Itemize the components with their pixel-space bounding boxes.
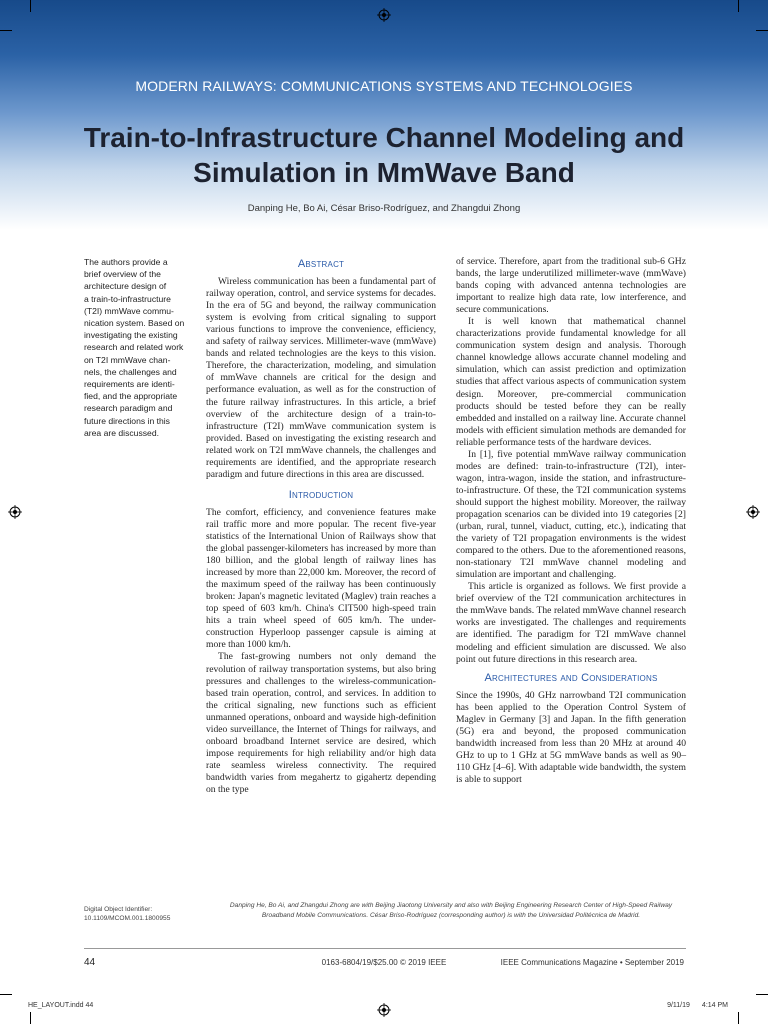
crop-mark <box>0 30 12 31</box>
paragraph-communication-modes: In [1], five potential mmWave railway communication modes are defined: train-to-infrastructure (T2I), inter-wagon, intra-wagon, inside the station, and infrastructure-to-infrastructure. Of these, the T2I communication systems should support the highest mobility. Moreover, the railway propagation scenarios can be divided into 19 categories [2] (urban, rural, tunnel, viaduct, cutting, etc.), indicating that the variety of T2I propagation environments is the widest compared to the others. Due to the aforementioned reasons, non-stationary T2I mmWave channel modeling and simulation are important and challenging. <box>456 448 686 581</box>
registration-mark-icon <box>746 505 760 519</box>
crop-mark <box>756 994 768 995</box>
introduction-section <box>206 489 436 796</box>
abstract-section <box>206 258 436 481</box>
page-number: 44 <box>84 957 96 968</box>
introduction-heading: Introduction <box>288 488 354 501</box>
body-column-middle <box>206 256 436 796</box>
crop-mark <box>0 994 12 995</box>
print-time: 4:14 PM <box>701 1002 728 1009</box>
section-heading: MODERN RAILWAYS: COMMUNICATIONS SYSTEMS AND TECHNOLOGIES <box>135 78 633 94</box>
intro-paragraph-1: The comfort, efficiency, and convenience features make rail traffic more and more popular. The recent five-year statistics of the International Union of Railways show that the global passenger-kilometers has increased by more than 180 billion, and the global length of railway lines has increased by more than 22,000 km. Moreover, the record of the maximum speed of the railway has been continuously broken: Japan's magnetic levitated (Maglev) train reaches a top speed of 603 km/h. China's CIT500 high-speed train hits a train wheel speed of 605 km/h. The under-construction Hyperloop passenger capsule is aiming at more than 1000 km/h. <box>206 506 436 651</box>
journal-issue-line: IEEE Communications Magazine • September 2019 <box>500 958 684 967</box>
crop-mark <box>738 1012 739 1024</box>
crop-mark <box>756 30 768 31</box>
body-column-right <box>456 256 686 786</box>
paragraph-architectures: Since the 1990s, 40 GHz narrowband T2I communication has been applied to the Operation Control System of Maglev in Germany [3] and Japan. In the fifth generation (5G) era and beyond, the proposed communication bandwidth increased from less than 20 MHz at around 40 GHz to up to 1 GHz at 5G mmWave bands as well as 90–110 GHz [4–6]. With adaptable wide bandwidth, the system is able to support <box>456 689 686 785</box>
copyright-line: 0163-6804/19/$25.00 © 2019 IEEE <box>321 958 447 967</box>
registration-mark-icon <box>377 8 391 22</box>
footer-divider <box>84 948 686 949</box>
summary-sidebar <box>84 256 188 439</box>
crop-mark <box>30 0 31 12</box>
doi-note: Digital Object Identifier: 10.1109/MCOM.001.1800955 <box>84 906 171 922</box>
author-list: Danping He, Bo Ai, César Briso-Rodríguez, and Zhangdui Zhong <box>247 203 521 214</box>
title-line-1: Train-to-Infrastructure Channel Modeling and <box>83 122 685 153</box>
registration-mark-icon <box>377 1003 391 1017</box>
title-line-2: Simulation in MmWave Band <box>193 157 575 188</box>
abstract-heading: Abstract <box>297 258 345 270</box>
summary-text: The authors provide a brief overview of the architecture design of a train-to-infrastructure (T2I) mmWave commu- nication system. Based on investigating the existing research and related work on T2I mmWave chan- nels, the challenges and requirements are identi- fied, and the appropriate research paradigm and future directions in this area are discussed. <box>84 257 185 438</box>
architectures-heading: Architectures and Considerations <box>484 671 658 684</box>
print-date: 9/11/19 <box>667 1002 690 1009</box>
paragraph-channel-knowledge: It is well known that mathematical channel characterizations provide fundamental knowledge for all communication system design and analysis. Thorough channel knowledge allows accurate channel modeling and simulation, which can assist prediction and optimization studies that affect various aspects of communication system design. Moreover, pre-commercial communication products should be tested before they can be really embedded and installed on a railway line. Accurate channel models with efficient simulation methods are demanded for reliable performance tests of the hardware devices. <box>456 316 686 448</box>
layout-file-slug: HE_LAYOUT.indd 44 <box>28 1002 94 1009</box>
crop-mark <box>30 1012 31 1024</box>
article-title <box>60 120 708 190</box>
paragraph-continued: of service. Therefore, apart from the traditional sub-6 GHz bands, the large underutilized millimeter-wave (mmWave) bands coping with advanced antenna technologies are important to realize high data rate, low interference, and secure communications. <box>456 256 686 316</box>
abstract-text: Wireless communication has been a fundamental part of railway operation, control, and service systems for decades. In the era of 5G and beyond, the railway communication system is evolving from critical signaling to support various functions to improve the convenience, efficiency, and safety of railway services. Millimeter-wave (mmWave) bands and related technologies are the keys to this vision. Therefore, the characterization, modeling, and simulation of mmWave channels are critical for the design and performance evaluation, as well as for the construction of the future railway infrastructures. In this article, a brief overview of the architecture design of a train-to-infrastructure (T2I) mmWave communication system is provided. Based on investigating the existing research and related work on T2I mmWave channels, the challenges and requirements are identified, and the appropriate research paradigm and future directions in this area are discussed. <box>206 276 436 480</box>
crop-mark <box>738 0 739 12</box>
print-timestamp <box>667 1002 728 1009</box>
paragraph-organization: This article is organized as follows. We first provide a brief overview of the T2I communication architectures in the mmWave bands. The related mmWave channel research works are investigated. The challenges and requirements are identified. The paradigm for T2I mmWave channel modeling and efficient simulation are discussed. We also point out future directions in this research area. <box>456 581 686 665</box>
registration-mark-icon <box>8 505 22 519</box>
intro-paragraph-2: The fast-growing numbers not only demand the revolution of railway transportation systems, but also bring pressures and challenges to the wireless-communication-based train operation, control, and services. In addition to the critical signaling, new functions such as efficient unmanned operations, onboard and wayside high-definition video surveillance, the Internet of Things for railways, and onboard broadband Internet service are desired, which impose requirements for high reliability and/or high data rate seamless wireless connectivity. The required bandwidth varies from megahertz to gigahertz depending on the type <box>206 651 436 795</box>
author-affiliation-note: Danping He, Bo Ai, and Zhangdui Zhong are with Beijing Jiaotong University and also with Beijing Engineering Research Center of High-Speed Railway Broadband Mobile Communications. César Briso-Rodríguez (corresponding author) is with the Universidad Politécnica de Madrid. <box>229 902 673 919</box>
